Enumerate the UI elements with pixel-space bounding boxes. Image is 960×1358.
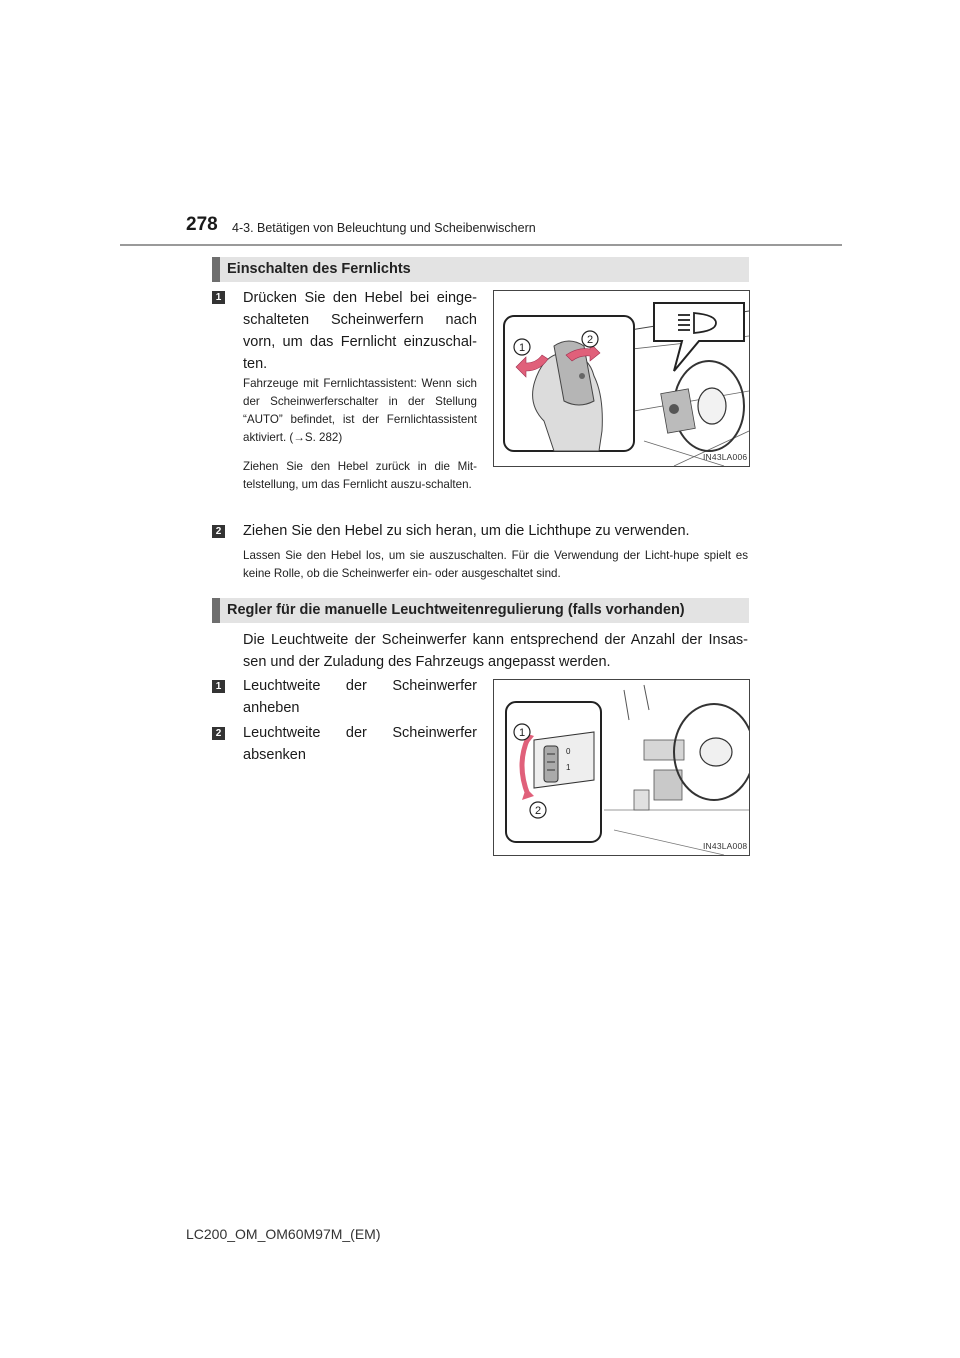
item-number-2: 2 — [212, 727, 225, 740]
leveling-dial-illustration — [494, 680, 749, 855]
document-code: LC200_OM_OM60M97M_(EM) — [186, 1226, 381, 1242]
figure-1-callout-1: 1 — [518, 342, 526, 354]
figure-2-callout-2: 2 — [534, 805, 542, 817]
high-beam-illustration — [494, 291, 749, 466]
figure-leveling-dial — [493, 679, 750, 856]
step-2-note: Lassen Sie den Hebel los, um sie auszuschalten. Für die Verwendung der Licht-hupe spielt es keine Rolle, ob die Scheinwerfer ein- oder ausgeschaltet sind. — [243, 549, 748, 580]
item-2-text: Leuchtweite der Scheinwerfer absenken — [243, 725, 477, 763]
heading-bar-headlight-leveling — [212, 598, 749, 623]
step-number-2: 2 — [212, 525, 225, 538]
header-divider — [120, 244, 842, 246]
step-1-text: Drücken Sie den Hebel bei einge-schalteten Scheinwerfern nach vorn, um das Fernlicht einzuschal-ten. — [243, 290, 477, 372]
heading-marker — [212, 257, 220, 282]
heading-bar-high-beam — [212, 257, 749, 282]
section-title: 4-3. Betätigen von Beleuchtung und Scheibenwischern — [232, 221, 536, 235]
figure-2-callout-1: 1 — [518, 727, 526, 739]
dial-label-1: 1 — [566, 763, 571, 772]
step-1-note-off: Ziehen Sie den Hebel zurück in die Mit-telstellung, um das Fernlicht auszu-schalten. — [243, 460, 477, 491]
leveling-dial — [544, 746, 558, 782]
step-2-text: Ziehen Sie den Hebel zu sich heran, um die Lichthupe zu verwenden. — [243, 523, 690, 539]
page-number: 278 — [186, 214, 218, 235]
dial-label-0: 0 — [566, 747, 571, 756]
leveling-intro: Die Leuchtweite der Scheinwerfer kann entsprechend der Anzahl der Insas-sen und der Zuladung des Fahrzeugs angepasst werden. — [243, 632, 748, 670]
step-1-note-assist: Fahrzeuge mit Fernlichtassistent: Wenn sich der Scheinwerferschalter in der Stellung “AUTO” befindet, ist der Fernlichtassistent aktiviert. (→S. 282) — [243, 377, 477, 444]
heading-high-beam: Einschalten des Fernlichts — [227, 261, 411, 277]
figure-2-code: IN43LA008 — [703, 841, 748, 851]
figure-1-code: IN43LA006 — [703, 452, 748, 462]
figure-high-beam-lever — [493, 290, 750, 467]
item-number-1: 1 — [212, 680, 225, 693]
item-1-text: Leuchtweite der Scheinwerfer anheben — [243, 678, 477, 716]
heading-marker — [212, 598, 220, 623]
heading-headlight-leveling: Regler für die manuelle Leuchtweitenregulierung (falls vorhanden) — [227, 602, 685, 618]
step-number-1: 1 — [212, 291, 225, 304]
figure-1-callout-2: 2 — [586, 334, 594, 346]
